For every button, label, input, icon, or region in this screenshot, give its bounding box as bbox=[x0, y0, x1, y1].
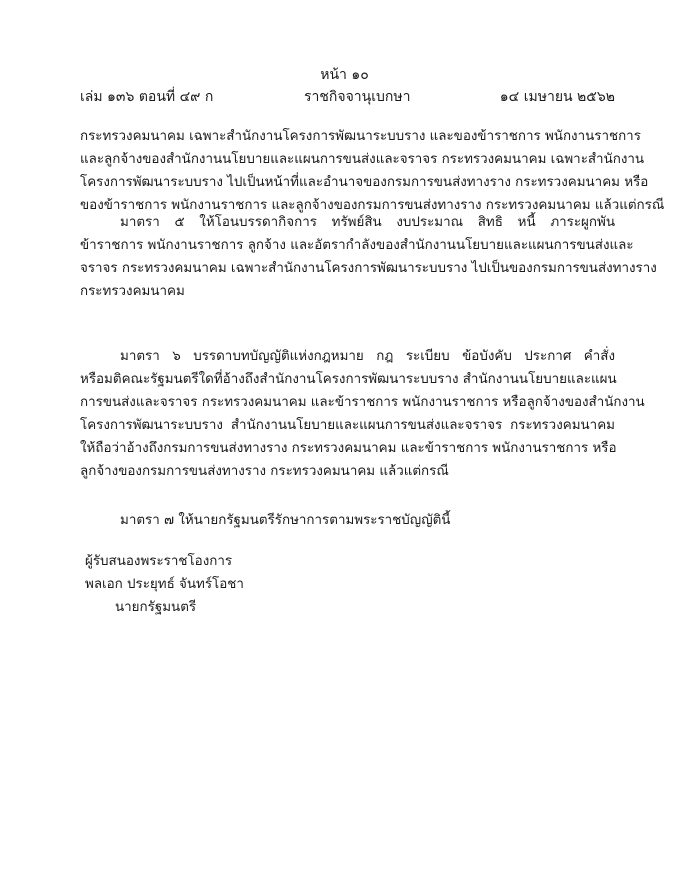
text-line: ของข้าราชการ พนักงานราชการ และลูกจ้างของกรมการขนส่งทางราง กระทรวงคมนาคม แล้วแต่กรณี bbox=[80, 198, 665, 213]
countersign-label: ผู้รับสนองพระราชโองการ bbox=[85, 554, 233, 569]
text-line: หรือมติคณะรัฐมนตรีใดที่อ้างถึงสำนักงานโครงการพัฒนาระบบราง สำนักงานนโยบายและแผน bbox=[80, 372, 617, 387]
signature-block bbox=[85, 550, 244, 619]
publication-date: ๑๔ เมษายน ๒๕๖๒ bbox=[499, 89, 615, 105]
text-line: โครงการพัฒนาระบบราง สำนักงานนโยบายและแผนการขนส่งและจราจร กระทรวงคมนาคม bbox=[80, 418, 615, 433]
text-line: ข้าราชการ พนักงานราชการ ลูกจ้าง และอัตรากำลังของสำนักงานนโยบายและแผนการขนส่งและ bbox=[80, 238, 634, 253]
text-line: และลูกจ้างของสำนักงานนโยบายและแผนการขนส่งและจราจร กระทรวงคมนาคม เฉพาะสำนักงาน bbox=[80, 152, 645, 167]
text-line: โครงการพัฒนาระบบราง ไปเป็นหน้าที่และอำนาจของกรมการขนส่งทางราง กระทรวงคมนาคม หรือ bbox=[80, 175, 649, 190]
text-line: การขนส่งและจราจร กระทรวงคมนาคม และข้าราชการ พนักงานราชการ หรือลูกจ้างของสำนักงาน bbox=[80, 395, 645, 410]
paragraph-continuation bbox=[80, 125, 665, 217]
text-line: จราจร กระทรวงคมนาคม เฉพาะสำนักงานโครงการพัฒนาระบบราง ไปเป็นของกรมการขนส่งทางราง bbox=[80, 261, 657, 276]
text-line: ให้ถือว่าอ้างถึงกรมการขนส่งทางราง กระทรวงคมนาคม และข้าราชการ พนักงานราชการ หรือ bbox=[80, 441, 617, 456]
text-line: กระทรวงคมนาคม เฉพาะสำนักงานโครงการพัฒนาระบบราง และของข้าราชการ พนักงานราชการ bbox=[80, 129, 641, 144]
signatory-name: พลเอก ประยุทธ์ จันทร์โอชา bbox=[85, 577, 244, 592]
section-6 bbox=[80, 345, 645, 483]
section-5 bbox=[80, 211, 657, 303]
text-line: มาตรา ๕ ให้โอนบรรดากิจการ ทรัพย์สิน งบประมาณ สิทธิ หนี้ ภาระผูกพัน bbox=[120, 215, 615, 230]
volume-issue: เล่ม ๑๓๖ ตอนที่ ๔๙ ก bbox=[80, 89, 214, 105]
page-number: หน้า ๑๐ bbox=[320, 67, 369, 83]
text-line: กระทรวงคมนาคม bbox=[80, 284, 185, 299]
gazette-header bbox=[80, 86, 615, 106]
section-7 bbox=[80, 509, 615, 532]
text-line: ลูกจ้างของกรมการขนส่งทางราง กระทรวงคมนาคม แล้วแต่กรณี bbox=[80, 464, 449, 479]
signatory-position: นายกรัฐมนตรี bbox=[115, 600, 197, 615]
publication-title: ราชกิจจานุเบกษา bbox=[304, 89, 411, 105]
text-line: มาตรา ๖ บรรดาบทบัญญัติแห่งกฎหมาย กฎ ระเบียบ ข้อบังคับ ประกาศ คำสั่ง bbox=[120, 349, 615, 364]
text-line: มาตรา ๗ ให้นายกรัฐมนตรีรักษาการตามพระราชบัญญัตินี้ bbox=[120, 513, 451, 528]
